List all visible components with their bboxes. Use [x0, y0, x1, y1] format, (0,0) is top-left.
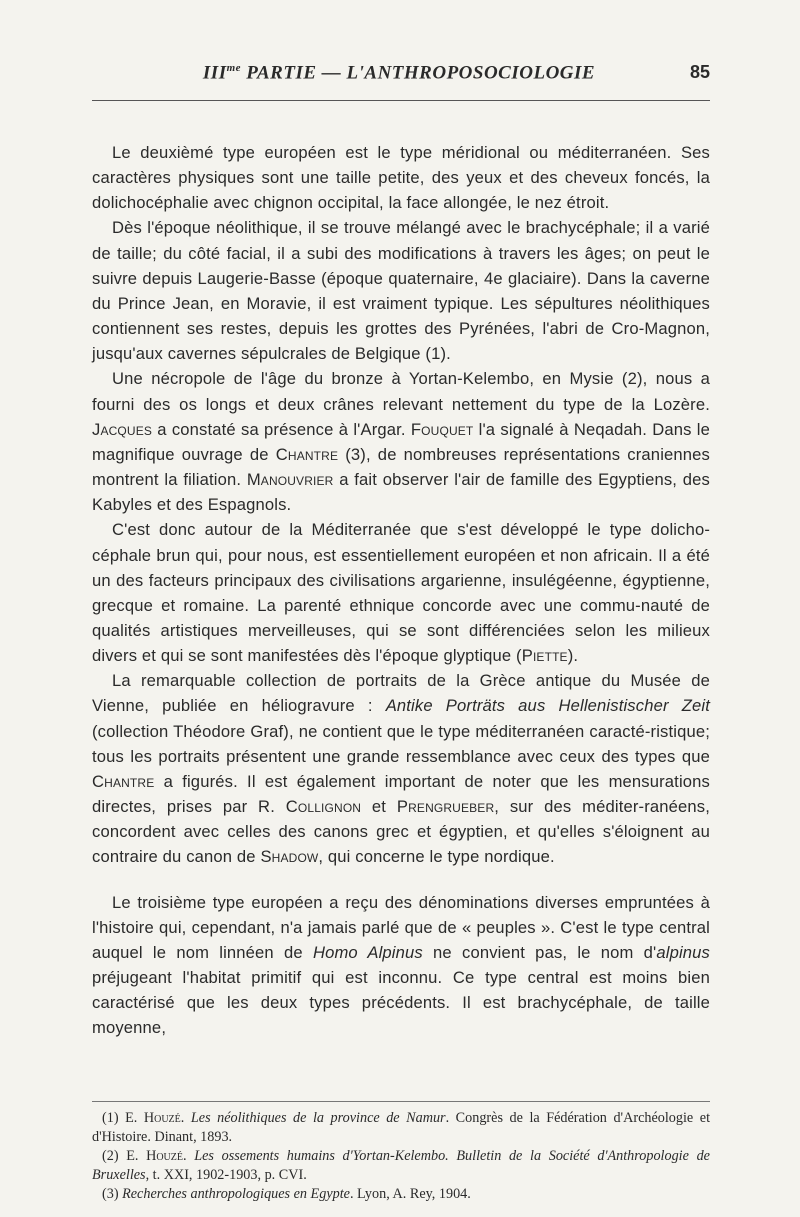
running-header	[94, 62, 800, 86]
author-collignon: Collignon	[285, 797, 362, 817]
footnote-rule	[92, 1101, 710, 1102]
author-jacques: Jacques	[92, 419, 153, 439]
body-text	[92, 140, 710, 1040]
author-chantre: Chantre	[275, 444, 339, 464]
paragraph-2: Dès l'époque néolithique, il se trouve mélangé avec le brachycéphale; il a varié de taille; du côté facial, il a subi des modifications à travers les âges; on peut le suivre depuis Laugerie-Basse (époque quaternaire, 4e glaciaire). Dans la caverne du Prince Jean, en Moravie, il est vraiment typique. Les sépultures néolithiques contiennent ses restes, depuis les grottes des Pyrénées, l'abri de Cro-Magnon, jusqu'aux cavernes sépulcrales de Belgique (1).	[92, 218, 710, 364]
running-title	[94, 62, 704, 84]
footnote-2: (2) E. Houzé. Les ossements humains d'Yortan-Kelembo. Bulletin de la Société d'Anthropologie de Bruxelles, t. XXI, 1902-1903, p. CVI.	[92, 1148, 710, 1183]
term-alpinus: alpinus	[656, 942, 710, 962]
part-superscript: me	[226, 62, 242, 74]
author-chantre-2: Chantre	[92, 771, 155, 791]
paragraph-1: Le deuxièmé type européen est le type méridional ou méditerranéen. Ses caractères physiques sont une taille petite, des yeux et des cheveux foncés, la dolichocéphalie avec chignon occipital, la face allongée, le nez étroit.	[92, 143, 710, 213]
work-title: Antike Porträts aus Hellenistischer Zeit	[385, 696, 710, 716]
footnote-3: (3) Recherches anthropologiques en Egypte. Lyon, A. Rey, 1904.	[102, 1186, 471, 1202]
paragraph-4: C'est donc autour de la Méditerranée que s'est développé le type dolicho-céphale brun qui, pour nous, est essentiellement européen et non africain. Il a été un des facteurs principaux des civilisations argarienne, insulégéenne, égyptienne, grecque et romaine. La parenté ethnique concorde avec une commu-nauté de qualités artistiques merveilleuses, qui se sont différenciées selon les milieux divers et qui se sont manifestées dès l'époque glyptique (Piette).	[92, 520, 710, 666]
author-manouvrier: Manouvrier	[246, 470, 334, 490]
term-homo-alpinus: Homo Alpinus	[312, 942, 423, 962]
author-piette: Piette	[521, 646, 568, 666]
footnote-1: (1) E. Houzé. Les néolithiques de la province de Namur. Congrès de la Fédération d'Archéologie et d'Histoire. Dinant, 1893.	[92, 1110, 711, 1145]
header-rule	[92, 100, 710, 101]
page-number: 85	[689, 62, 710, 82]
paragraph-3: Une nécropole de l'âge du bronze à Yortan-Kelembo, en Mysie (2), nous a fourni des os longs et deux crânes relevant nettement du type de la Lozère. Jacques a constaté sa présence à l'Argar. Fouquet l'a signalé à Neqadah. Dans le magnifique ouvrage de Chantre (3), de nombreuses représentations craniennes montrent la filiation. Manouvrier a fait observer l'air de famille des Egyptiens, des Kabyles et des Espagnols.	[92, 369, 711, 515]
author-fouquet: Fouquet	[410, 419, 474, 439]
footnotes	[92, 1109, 710, 1204]
author-shadow: Shadow	[260, 847, 319, 867]
part-title: PARTIE — L'ANTHROPOSOCIOLOGIE	[241, 62, 596, 84]
paragraph-6: Le troisième type européen a reçu des dénominations diverses empruntées à l'histoire qui, cependant, n'a jamais parlé que de « peuples ». C'est le type central auquel le nom linnéen de Homo Alpinus ne convient pas, le nom d'alpinus préjugeant l'habitat primitif qui est inconnu. Ce type central est moins bien caractérisé que les deux types précédents. Il est brachycéphale, de taille moyenne,	[92, 892, 710, 1038]
paragraph-5: La remarquable collection de portraits de la Grèce antique du Musée de Vienne, publiée en héliogravure : Antike Porträts aus Hellenistischer Zeit (collection Théodore Graf), ne contient que le type méditerranéen caracté-ristique; tous les portraits présentent une grande ressemblance avec ceux des types que Chantre a figurés. Il est également important de noter que les mensurations directes, prises par R. Collignon et Prengrueber, sur des méditer-ranéens, concordent avec celles des canons grec et égyptien, et qu'elles s'éloignent au contraire du canon de Shadow, qui concerne le type nordique.	[92, 671, 710, 867]
part-number: III	[202, 62, 227, 84]
author-prengrueber: Prengrueber	[396, 797, 495, 817]
